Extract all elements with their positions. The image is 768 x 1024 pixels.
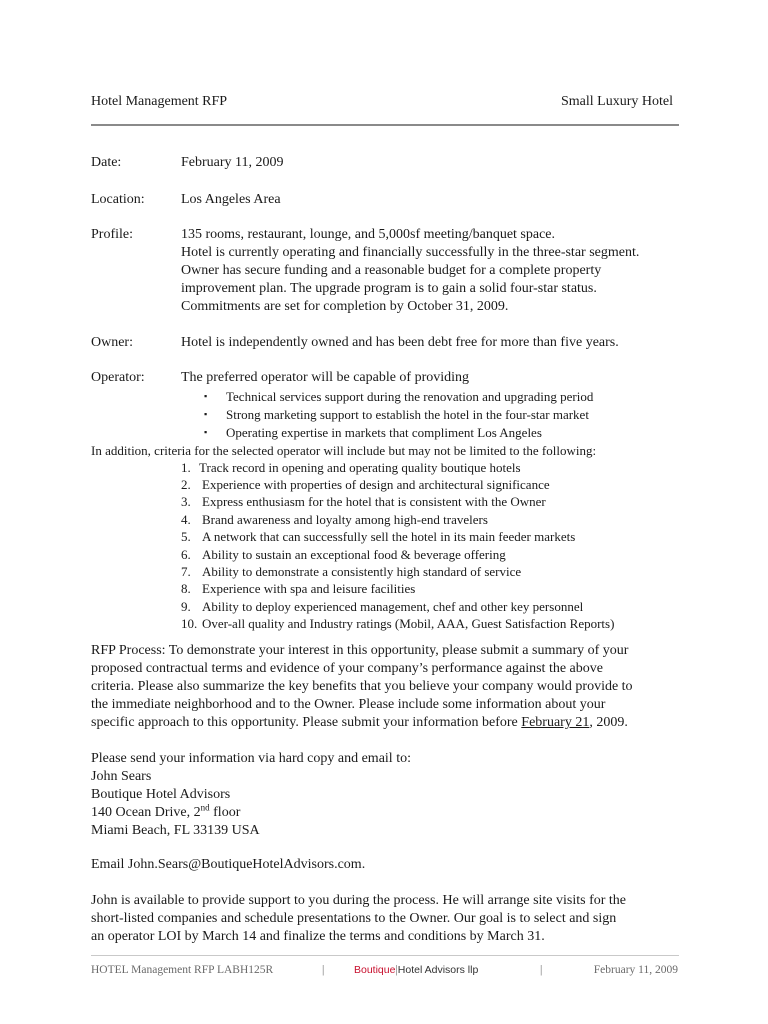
footer-brand [354,963,478,978]
profile-label: Profile: [91,227,133,242]
contact-name: John Sears [91,769,152,784]
operator-label: Operator: [91,370,145,385]
bullet-icon: ▪ [204,409,208,419]
address-ordinal: nd [200,802,210,813]
operator-bullet: Strong marketing support to establish the hotel in the four-star market [226,407,589,422]
footer-date: February 11, 2009 [593,964,678,976]
criteria-item: Experience with properties of design and architectural significance [202,477,550,492]
profile-line: Commitments are set for completion by October 31, 2009. [181,299,509,314]
rfp-process-line: RFP Process: To demonstrate your interest in this opportunity, please submit a summary of your [91,643,629,658]
criteria-item: Experience with spa and leisure facilities [202,581,416,596]
owner-label: Owner: [91,335,133,350]
bullet-icon: ▪ [204,391,208,401]
criteria-item: A network that can successfully sell the hotel in its main feeder markets [202,529,576,544]
contact-email: Email John.Sears@BoutiqueHotelAdvisors.com. [91,857,366,872]
rfp-deadline-date: February 21 [521,715,590,730]
criteria-number: 6. [181,547,191,562]
owner-value: Hotel is independently owned and has been debt free for more than five years. [181,335,619,350]
criteria-item: Over-all quality and Industry ratings (Mobil, AAA, Guest Satisfaction Reports) [202,616,615,631]
date-label: Date: [91,155,122,170]
closing-line: short-listed companies and schedule presentations to the Owner. Our goal is to select and sign [91,911,617,926]
header-title: Hotel Management RFP [91,94,228,109]
rfp-process-line: the immediate neighborhood and to the Owner. Please include some information about your [91,697,606,712]
operator-intro: The preferred operator will be capable of providing [181,370,470,385]
criteria-item: Ability to demonstrate a consistently high standard of service [202,564,522,579]
date-value: February 11, 2009 [181,155,284,170]
footer-brand-red: Boutique [354,964,396,976]
criteria-item: Ability to sustain an exceptional food & beverage offering [202,547,506,562]
criteria-number: 2. [181,477,191,492]
footer-separator: | [322,964,325,976]
rfp-process-line: proposed contractual terms and evidence of your company’s performance against the above [91,661,603,676]
closing-line: an operator LOI by March 14 and finalize the terms and conditions by March 31. [91,929,545,944]
criteria-number: 7. [181,564,191,579]
address-floor: floor [209,805,241,820]
profile-line: improvement plan. The upgrade program is to gain a solid four-star status. [181,281,597,296]
footer-separator: | [540,964,543,976]
criteria-item: Brand awareness and loyalty among high-end travelers [202,512,488,527]
footer-brand-separator: | [395,964,398,976]
criteria-number: 5. [181,529,191,544]
header-subtitle: Small Luxury Hotel [561,94,673,109]
footer-divider [91,955,679,956]
criteria-intro: In addition, criteria for the selected operator will include but may not be limited to the following: [91,443,597,458]
criteria-number: 1. [181,460,191,475]
contact-city: Miami Beach, FL 33139 USA [91,823,260,838]
footer-doc-id: HOTEL Management RFP LABH125R [91,964,274,976]
criteria-number: 10. [181,616,198,631]
criteria-number: 9. [181,599,191,614]
footer-brand-rest: Hotel Advisors llp [397,964,479,976]
rfp-deadline-prefix: specific approach to this opportunity. Please submit your information before [91,715,522,730]
address-street: 140 Ocean Drive, 2 [91,805,201,820]
criteria-number: 8. [181,581,191,596]
profile-line: 135 rooms, restaurant, lounge, and 5,000sf meeting/banquet space. [181,227,556,242]
location-label: Location: [91,192,145,207]
rfp-deadline-suffix: , 2009. [589,715,628,730]
contact-intro: Please send your information via hard copy and email to: [91,751,411,766]
closing-line: John is available to provide support to you during the process. He will arrange site visits for the [91,893,627,908]
criteria-number: 3. [181,494,191,509]
criteria-item: Track record in opening and operating quality boutique hotels [199,460,521,475]
rfp-process-deadline-line [91,714,628,732]
contact-company: Boutique Hotel Advisors [91,787,231,802]
operator-bullet: Operating expertise in markets that compliment Los Angeles [226,425,542,440]
criteria-number: 4. [181,512,191,527]
rfp-process-line: criteria. Please also summarize the key benefits that you believe your company would provide to [91,679,633,694]
criteria-item: Express enthusiasm for the hotel that is consistent with the Owner [202,494,546,509]
bullet-icon: ▪ [204,427,208,437]
criteria-item: Ability to deploy experienced management, chef and other key personnel [202,599,584,614]
profile-line: Owner has secure funding and a reasonable budget for a complete property [181,263,602,278]
location-value: Los Angeles Area [181,192,281,207]
profile-line: Hotel is currently operating and financially successfully in the three-star segment. [181,245,640,260]
contact-address [91,804,240,822]
operator-bullet: Technical services support during the renovation and upgrading period [226,389,594,404]
header-divider [91,124,679,126]
